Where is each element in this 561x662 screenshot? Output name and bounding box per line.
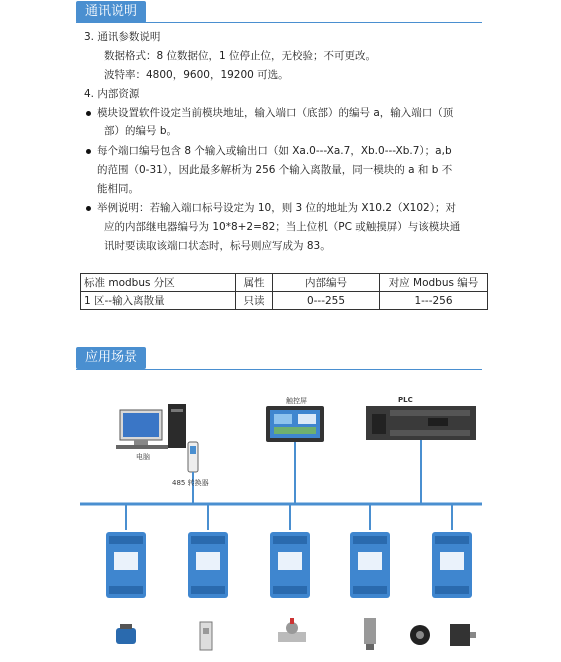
bullet3-line3: 讯时要读取该端口状态时，标号则应写成为 83。: [104, 240, 331, 252]
data-format-text: 数据格式：8 位数据位，1 位停止位，无校验；不可更改。: [104, 50, 377, 62]
table-cell: 1---256: [380, 292, 488, 310]
table-cell: 0---255: [273, 292, 380, 310]
converter-label: 485 转换器: [172, 479, 209, 487]
table-cell: 1 区--输入离散量: [81, 292, 236, 310]
table-header-cell: 标准 modbus 分区: [81, 274, 236, 292]
converter-icon: [188, 442, 198, 472]
item4-heading: 4. 内部资源: [84, 88, 140, 100]
io-module-icon: [188, 532, 228, 598]
baud-rate-text: 波特率：4800，9600，19200 可选。: [104, 69, 289, 81]
bullet1-line2: 部）的编号 b。: [104, 125, 178, 137]
section-divider: [76, 22, 482, 23]
modbus-register-table: [80, 273, 488, 310]
bullet-dot: [86, 149, 91, 154]
bullet3-line1: 举例说明：若输入端口标号设定为 10，则 3 位的地址为 X10.2（X102）；对: [97, 202, 456, 214]
pressure-sensor-icon: [364, 618, 376, 650]
bullet3-line2: 应的内部继电器编号为 10*8+2=82；当上位机（PC 或触摸屏）与该模块通: [104, 221, 461, 233]
pc-icon: [116, 404, 186, 449]
touchscreen-label: 触控屏: [286, 397, 307, 405]
bullet2-line3: 能相同。: [97, 183, 139, 195]
touchscreen-icon: [266, 406, 324, 442]
io-module-icon: [106, 532, 146, 598]
table-header-cell: 对应 Modbus 编号: [380, 274, 488, 292]
encoder-sensor-icon: [410, 625, 430, 645]
table-cell: 只读: [236, 292, 273, 310]
table-header-cell: 属性: [236, 274, 273, 292]
section-title-application: 应用场景: [76, 347, 146, 369]
table-header-cell: 内部编号: [273, 274, 380, 292]
table-row: [81, 292, 488, 310]
pc-label: 电脑: [136, 453, 150, 461]
io-module-icon: [350, 532, 390, 598]
bullet1-line1: 模块设置软件设定当前模块地址，输入端口（底部）的编号 a，输入端口（顶: [97, 107, 454, 119]
switch-sensor-icon: [200, 622, 212, 650]
section-title-communication: 通讯说明: [76, 1, 146, 23]
network-topology-illustration: [76, 370, 486, 658]
plc-icon: [366, 406, 476, 440]
application-diagram: [76, 370, 486, 658]
bullet-dot: [86, 206, 91, 211]
item3-heading: 3. 通讯参数说明: [84, 31, 161, 43]
plc-label: PLC: [398, 396, 413, 404]
io-module-icon: [270, 532, 310, 598]
bullet2-line1: 每个端口编号包含 8 个输入或输出口（如 Xa.0---Xa.7，Xb.0---Xb.7）；a,b: [97, 145, 452, 157]
io-module-icon: [432, 532, 472, 598]
valve-sensor-icon: [278, 618, 306, 642]
bullet-dot: [86, 111, 91, 116]
bullet2-line2: 的范围（0-31），因此最多解析为 256 个输入离散量，同一模块的 a 和 b 不: [97, 164, 453, 176]
motor-sensor-icon: [450, 624, 476, 646]
button-sensor-icon: [116, 624, 136, 644]
table-header-row: [81, 274, 488, 292]
